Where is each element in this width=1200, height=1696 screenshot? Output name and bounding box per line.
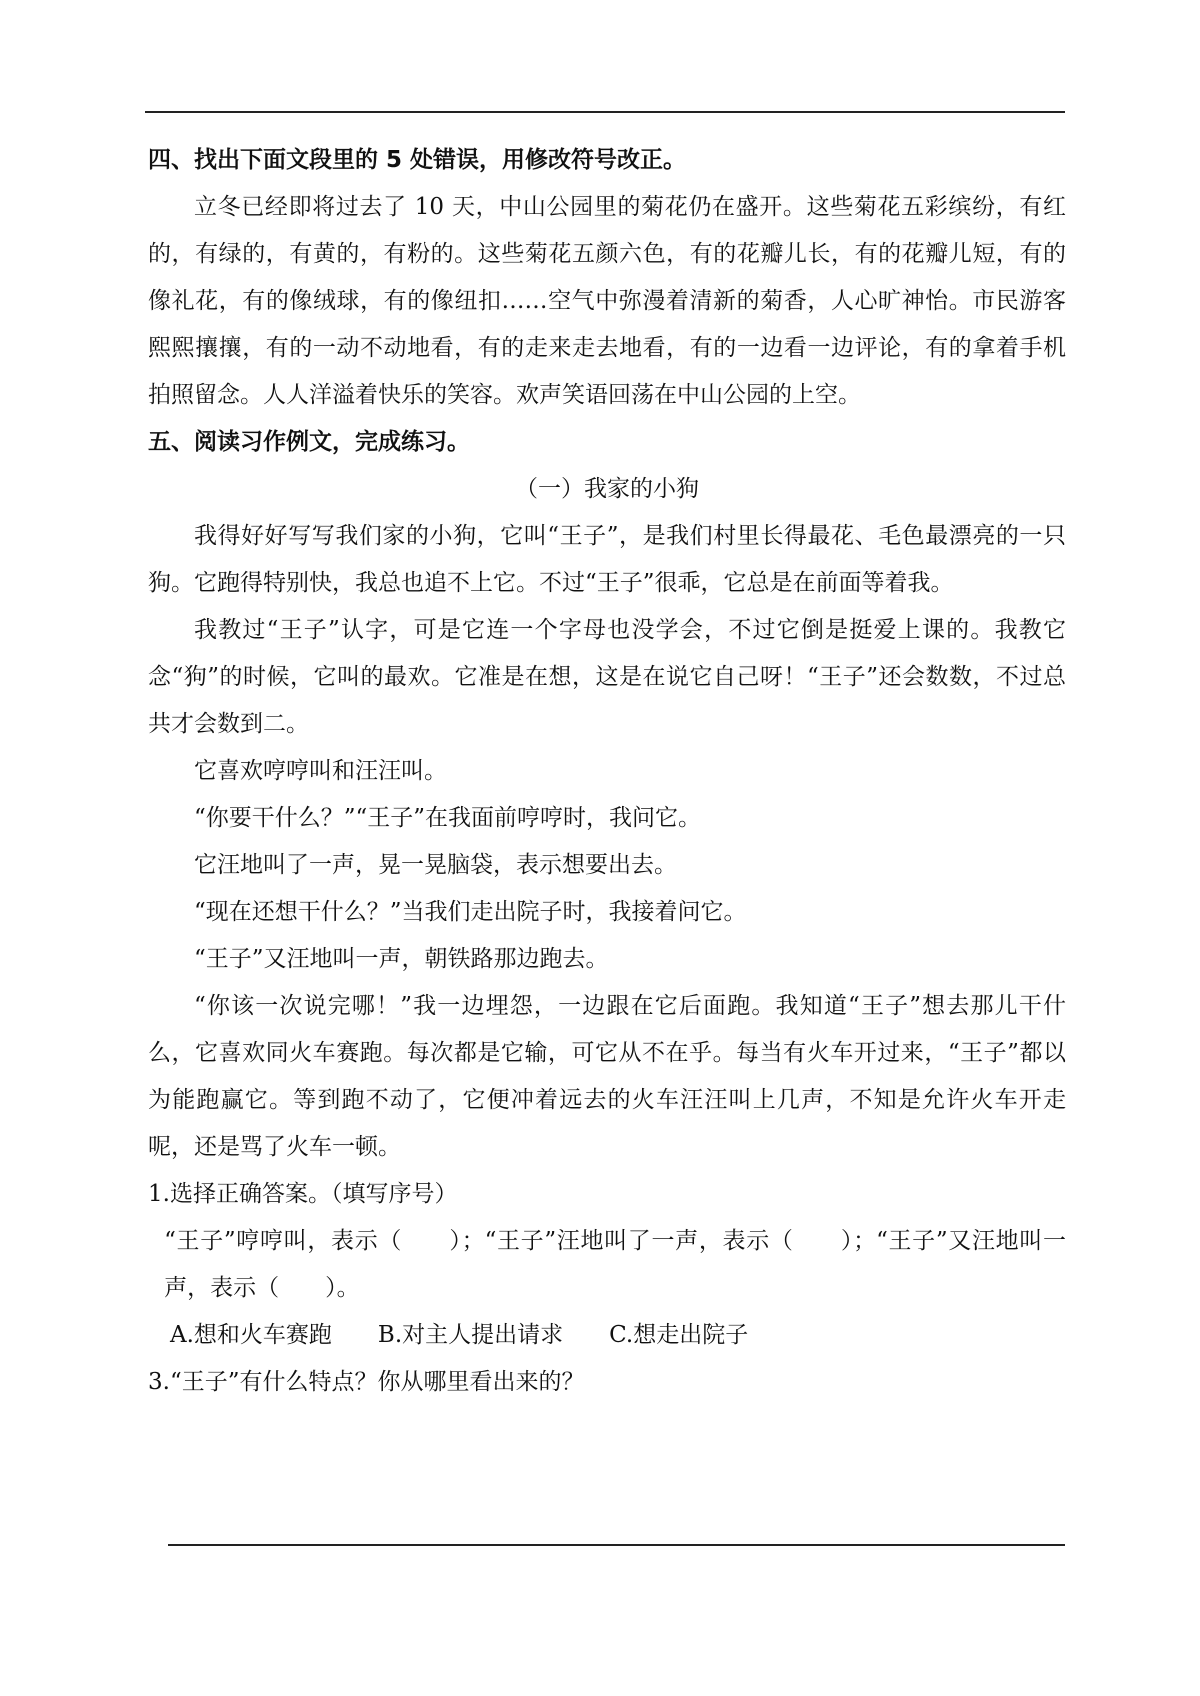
question-1-text: “王子”哼哼叫，表示（ ）；“王子”汪地叫了一声，表示（ ）；“王子”又汪地叫一声，表示（ ）。	[164, 1228, 1066, 1301]
article-paragraph: 我得好好写写我们家的小狗，它叫“王子”，是我们村里长得最花、毛色最漂亮的一只狗。它跑得特别快，我总也追不上它。不过“王子”很乖，它总是在前面等着我。	[148, 523, 1066, 596]
article-paragraph: 它汪地叫了一声，晃一晃脑袋，表示想要出去。	[194, 852, 677, 878]
question-3-title: 3.“王子”有什么特点？你从哪里看出来的？	[148, 1369, 585, 1395]
section4-passage: 立冬已经即将过去了 10 天，中山公园里的菊花仍在盛开。这些菊花五彩缤纷，有红的，有绿的，有黄的，有粉的。这些菊花五颜六色，有的花瓣儿长，有的花瓣儿短，有的像礼花，有的像绒球，有的像纽扣……空气中弥漫着清新的菊香，人心旷神怡。市民游客熙熙攘攘，有的一动不动地看，有的走来走去地看，有的一边看一边评论，有的拿着手机拍照留念。人人洋溢着快乐的笑容。欢声笑语回荡在中山公园的上空。	[148, 194, 1066, 408]
article-paragraph: 它喜欢哼哼叫和汪汪叫。	[194, 758, 447, 784]
question-1-options	[148, 1312, 1066, 1359]
article-paragraph: 我教过“王子”认字，可是它连一个字母也没学会，不过它倒是挺爱上课的。我教它念“狗”的时候，它叫的最欢。它准是在想，这是在说它自己呀！“王子”还会数数，不过总共才会数到二。	[148, 617, 1066, 737]
option-b: B.对主人提出请求	[377, 1322, 564, 1348]
section5-heading: 五、阅读习作例文，完成练习。	[148, 429, 470, 455]
article-paragraph: “你要干什么？”“王子”在我面前哼哼时，我问它。	[194, 805, 702, 831]
option-c: C.想走出院子	[609, 1322, 749, 1348]
article-paragraph: “王子”又汪地叫一声，朝铁路那边跑去。	[194, 946, 609, 972]
article-paragraph: “现在还想干什么？”当我们走出院子时，我接着问它。	[194, 899, 747, 925]
option-a: A.想和火车赛跑	[170, 1322, 332, 1348]
article-title: （一）我家的小狗	[515, 476, 699, 502]
worksheet-content	[148, 137, 1066, 1406]
article-paragraph: “你该一次说完哪！”我一边埋怨，一边跟在它后面跑。我知道“王子”想去那儿干什么，它喜欢同火车赛跑。每次都是它输，可它从不在乎。每当有火车开过来，“王子”都以为能跑赢它。等到跑不动了，它便冲着远去的火车汪汪叫上几声，不知是允许火车开走呢，还是骂了火车一顿。	[148, 993, 1066, 1160]
question-1-title: 1.选择正确答案。（填写序号）	[148, 1181, 458, 1207]
section4-heading: 四、找出下面文段里的 5 处错误，用修改符号改正。	[148, 147, 687, 173]
top-rule	[145, 111, 1065, 113]
bottom-rule	[168, 1544, 1065, 1546]
